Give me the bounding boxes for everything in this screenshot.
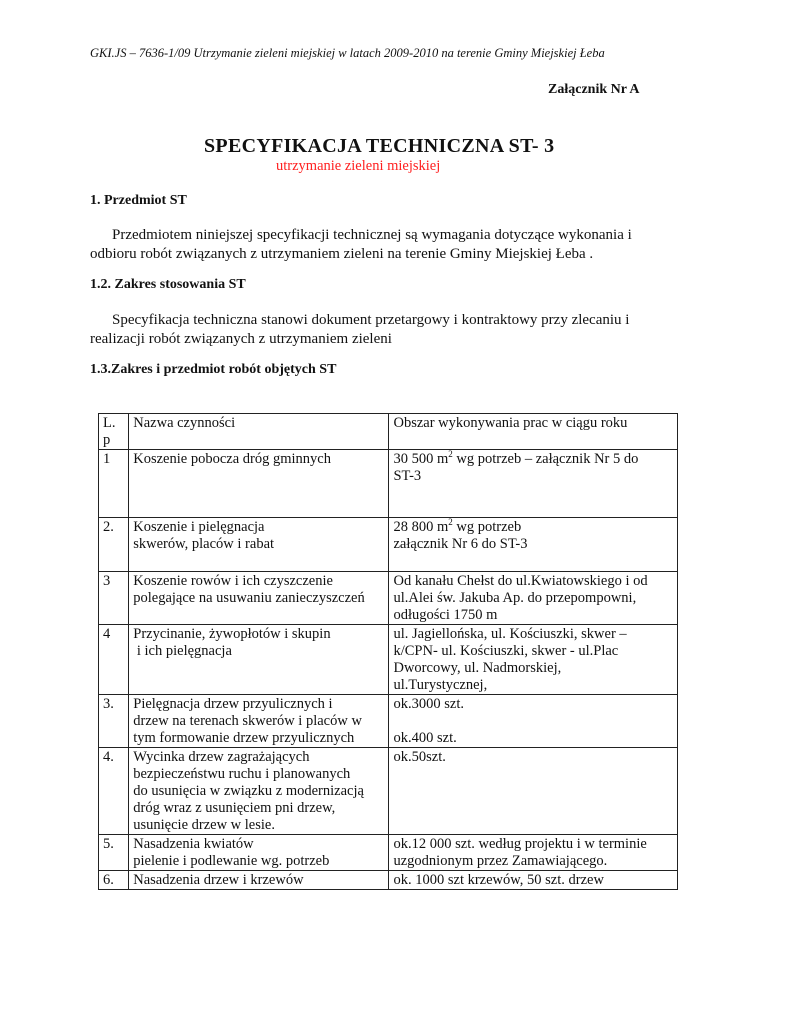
row-lp: 3 (99, 572, 129, 625)
paragraph-line: Przedmiotem niniejszej specyfikacji technicznej są wymagania dotyczące wykonania i (112, 227, 632, 243)
row-lp: 6. (99, 871, 129, 890)
row-name-line: drzew na terenach skwerów i placów w (133, 713, 362, 729)
table-row (99, 835, 678, 871)
row-name-line: tym formowanie drzew przyulicznych (133, 730, 355, 746)
row-lp: 4 (99, 625, 129, 695)
row-name-line: polegające na usuwaniu zanieczyszczeń (133, 590, 365, 606)
row-name (129, 695, 389, 748)
area-note: wg potrzeb (452, 519, 522, 535)
row-name-line: pielenie i podlewanie wg. potrzeb (133, 853, 330, 869)
row-lp: 4. (99, 748, 129, 835)
row-area (389, 572, 678, 625)
section-heading-zakres-stosowania: 1.2. Zakres stosowania ST (90, 277, 246, 292)
table-row (99, 518, 678, 572)
works-table (98, 413, 678, 890)
table-row (99, 450, 678, 518)
section-heading-zakres-robot: 1.3.Zakres i przedmiot robót objętych ST (90, 362, 337, 377)
table-header-row (99, 414, 678, 450)
row-area-line: ul. Jagiellońska, ul. Kościuszki, skwer – (393, 626, 627, 642)
row-area-line: k/CPN- ul. Kościuszki, skwer - ul.Plac (393, 643, 619, 659)
row-name-line: i ich pielęgnacja (133, 643, 232, 659)
area-quantity: 28 800 m (393, 519, 449, 535)
paragraph-line: realizacji robót związanych z utrzymaniem zieleni (90, 331, 392, 347)
row-area (389, 450, 678, 518)
table-row (99, 748, 678, 835)
row-name-line: bezpieczeństwu ruchu i planowanych (133, 766, 351, 782)
row-name (129, 450, 389, 518)
page-subtitle: utrzymanie zieleni miejskiej (276, 158, 441, 174)
row-area-line: Od kanału Chełst do ul.Kwiatowskiego i od (393, 573, 648, 589)
row-name-line: Koszenie pobocza dróg gminnych (133, 451, 331, 467)
row-area-line (393, 451, 673, 468)
row-area-line (393, 519, 673, 536)
row-name (129, 835, 389, 871)
header-cell-lp (99, 414, 129, 450)
row-name-line: Wycinka drzew zagrażających (133, 749, 310, 765)
row-area-line (393, 713, 673, 730)
section-paragraph-zakres-stosowania (90, 311, 670, 349)
row-name (129, 748, 389, 835)
row-name (129, 871, 389, 890)
row-area-line: ok.12 000 szt. według projektu i w terminie (393, 836, 647, 852)
row-lp: 5. (99, 835, 129, 871)
row-area-line: załącznik Nr 6 do ST-3 (393, 536, 528, 552)
row-area (389, 518, 678, 572)
header-cell-name: Nazwa czynności (129, 414, 389, 450)
row-area-line: uzgodnionym przez Zamawiającego. (393, 853, 608, 869)
row-area-line: ok.50szt. (393, 749, 446, 765)
row-area-line: ul.Alei św. Jakuba Ap. do przepompowni, (393, 590, 637, 606)
header-lp-text: L. (103, 415, 116, 431)
area-quantity: 30 500 m (393, 451, 449, 467)
row-area (389, 748, 678, 835)
row-name-line: Przycinanie, żywopłotów i skupin (133, 626, 331, 642)
page-title: SPECYFIKACJA TECHNICZNA ST- 3 (204, 135, 555, 157)
table-row (99, 572, 678, 625)
table-row (99, 871, 678, 890)
row-name (129, 572, 389, 625)
row-name-line: Koszenie rowów i ich czyszczenie (133, 573, 333, 589)
row-area (389, 835, 678, 871)
row-name-line: usunięcie drzew w lesie. (133, 817, 275, 833)
area-note: wg potrzeb – załącznik Nr 5 do (452, 451, 639, 467)
row-lp: 1 (99, 450, 129, 518)
row-area-line: ok.3000 szt. (393, 696, 464, 712)
document-reference-header: GKI.JS – 7636-1/09 Utrzymanie zieleni miejskiej w latach 2009-2010 na terenie Gminy Miejskiej Łeba (90, 46, 605, 60)
section-paragraph-przedmiot (90, 226, 670, 264)
table-row (99, 695, 678, 748)
row-area-line: ok. 1000 szt krzewów, 50 szt. drzew (393, 872, 604, 888)
row-lp: 3. (99, 695, 129, 748)
row-area-line: odługości 1750 m (393, 607, 498, 623)
area-unit-superscript: 2 (448, 449, 453, 459)
row-area (389, 871, 678, 890)
header-lp-text: p (103, 432, 111, 448)
row-area (389, 695, 678, 748)
table-row (99, 625, 678, 695)
row-name-line: Nasadzenia drzew i krzewów (133, 872, 304, 888)
paragraph-line: odbioru robót związanych z utrzymaniem zieleni na terenie Gminy Miejskiej Łeba . (90, 246, 594, 262)
annex-label: Załącznik Nr A (548, 82, 640, 97)
row-name (129, 625, 389, 695)
row-area-line: Dworcowy, ul. Nadmorskiej, (393, 660, 562, 676)
row-name-line: Pielęgnacja drzew przyulicznych i (133, 696, 333, 712)
row-name-line: Nasadzenia kwiatów (133, 836, 254, 852)
row-lp: 2. (99, 518, 129, 572)
row-name (129, 518, 389, 572)
row-area-line: ul.Turystycznej, (393, 677, 488, 693)
header-cell-area: Obszar wykonywania prac w ciągu roku (389, 414, 678, 450)
row-name-line: do usunięcia w związku z modernizacją (133, 783, 364, 799)
row-name-line: dróg wraz z usunięciem pni drzew, (133, 800, 336, 816)
paragraph-line: Specyfikacja techniczna stanowi dokument przetargowy i kontraktowy przy zlecaniu i (112, 312, 630, 328)
row-area-line: ok.400 szt. (393, 730, 457, 746)
row-name-line: Koszenie i pielęgnacja (133, 519, 265, 535)
section-heading-przedmiot: 1. Przedmiot ST (90, 193, 187, 208)
row-name-line: skwerów, placów i rabat (133, 536, 275, 552)
row-area (389, 625, 678, 695)
area-unit-superscript: 2 (448, 517, 453, 527)
row-area-line: ST-3 (393, 468, 422, 484)
